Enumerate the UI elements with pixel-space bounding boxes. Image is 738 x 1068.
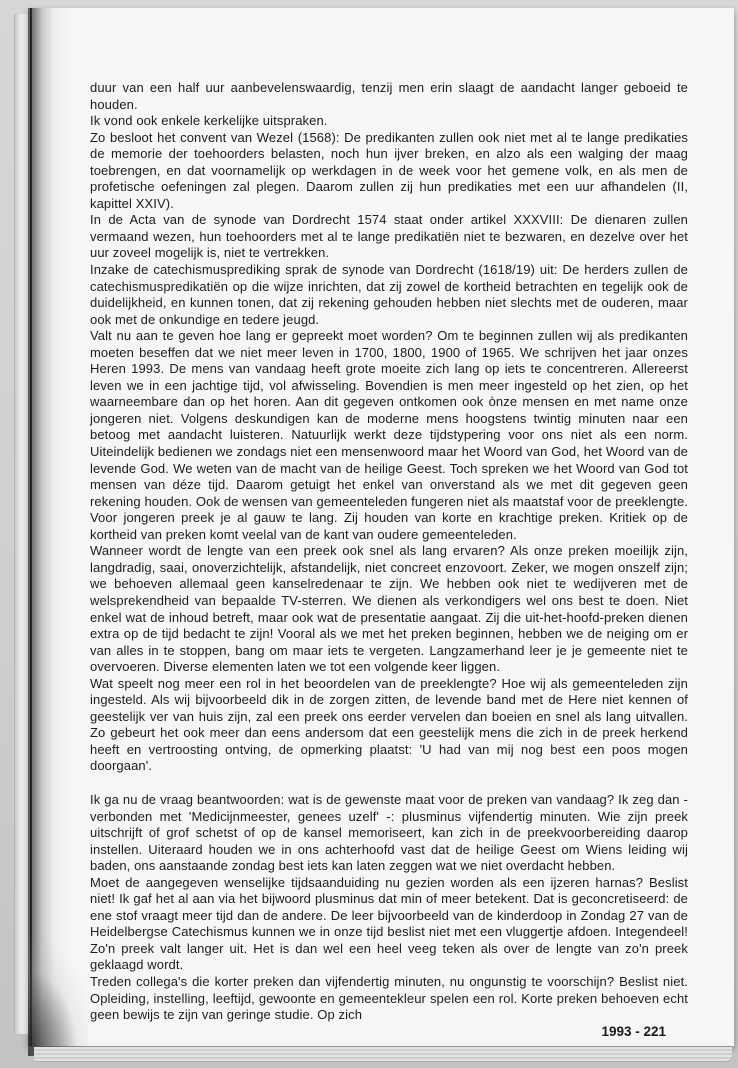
paragraph: Wat speelt nog meer een rol in het beoordelen van de preeklengte? Hoe wij als gemeenteleden zijn ingesteld. Als wij bijvoorbeeld dik in de zorgen zitten, de levende band met de Here niet kennen of geestelijk ver van huis zijn, zal een preek ons eerder vervelen dan boeien en snel als lang uitvallen. Zo gebeurt het ook meer dan eens andersom dat een geestelijk mens die zich in de preek herkend heeft en vertroosting ontving, de opmerking plaatst: 'U had van mij nog best een poos mogen doorgaan'. xyxy=(90,675,688,774)
paragraph: In de Acta van de synode van Dordrecht 1574 staat onder artikel XXXVIII: De dienaren zullen vermaand wezen, hun toehoorders met al te lange predikatiën niet te bezwaren, en dezelve over het uur zoveel mogelijk is, niet te vertrekken. xyxy=(90,212,688,261)
paragraph: Valt nu aan te geven hoe lang er gepreekt moet worden? Om te beginnen zullen wij als predikanten moeten beseffen dat we niet meer leven in 1700, 1800, 1900 of 1965. We schrijven het jaar onzes Heren 1993. De mens van vandaag heeft grote moeite zich lang op iets te concentreren. Allereerst leven we in een jachtige tijd, vol afwisseling. Bovendien is men meer ingesteld op het zien, op het waarneembare dan op het horen. Aan dit gegeven ontkomen ook ònze mensen en met name onze jongeren niet. Volgens deskundigen kan de moderne mens hoogstens twintig minuten naar een betoog met aandacht luisteren. Natuurlijk werkt deze tijdstypering voor ons niet als een norm. Uiteindelijk bedienen we zondags niet een mensenwoord maar het Woord van God, het Woord van de levende God. We weten van de macht van de heilige Geest. Toch spreken we het Woord van God tot mensen van déze tijd. Daarom getuigt het enkel van onverstand als we met dit gegeven geen rekening houden. Ook de wensen van gemeenteleden fungeren niet als maatstaf voor de preeklengte. Voor jongeren preek je al gauw te lang. Zij houden van korte en krachtige preken. Kritiek op de kortheid van preken komt veelal van de kant van oudere gemeenteleden. xyxy=(90,328,688,542)
book-gutter-shadow xyxy=(28,8,70,1046)
section-gap xyxy=(90,775,688,792)
paragraph: Zo besloot het convent van Wezel (1568): De predikanten zullen ook niet met al te lange predikaties de memorie der toehoorders belasten, noch hun ijver breken, en alzo als een walging der maag toebrengen, en dat voornamelijk op werkdagen in de week voor het gemene volk, en als men de profetische oefeningen zal plegen. Daarom zullen zij hun predikaties met een uur afhandelen (II, kapittel XXIV). xyxy=(90,129,688,211)
page-stack-bottom-edge xyxy=(34,1047,732,1062)
paragraph: Moet de aangegeven wenselijke tijdsaanduiding nu gezien worden als een ijzeren harnas? Beslist niet! Ik gaf het al aan via het bijwoord plusminus dat min of meer betekent. Dat is geconcretiseerd: de ene stof vraagt meer tijd dan de andere. De leer bijvoorbeeld van de kinderdoop in Zondag 27 van de Heidelbergse Catechismus kunnen we in onze tijd beslist niet met een vluggertje afdoen. Integendeel! Zo'n preek valt langer uit. Het is dan wel een heel veeg teken als over de lengte van zo'n preek geklaagd wordt. xyxy=(90,874,688,973)
book-gutter-line xyxy=(30,8,32,1046)
paragraph: Treden collega's die korter preken dan vijfendertig minuten, nu ongunstig te voorschijn? Beslist niet. Opleiding, instelling, leeftijd, gewoonte en gemeentekleur spelen een rol. Korte preken behoeven echt geen bewijs te zijn van geringe studie. Op zich xyxy=(90,973,688,1023)
page-bottom-curl-shadow xyxy=(28,936,88,1056)
paragraph: Wanneer wordt de lengte van een preek ook snel als lang ervaren? Als onze preken moeilijk zijn, langdradig, saai, onoverzichtelijk, afstandelijk, niet concreet enzovoort. Zeker, we mogen onszelf zijn; we behoeven allemaal geen kanselredenaar te zijn. We hebben ook niet te wedijveren met de welsprekendheid van bepaalde TV-sterren. We dienen als verkondigers wel ons best te doen. Niet enkel wat de inhoud betreft, maar ook wat de presentatie aangaat. Zij die uit-het-hoofd-preken dienen extra op de tijd bedacht te zijn! Vooral als we met het preken beginnen, hebben we de neiging om er van alles in te stoppen, bang om maar iets te vergeten. Langzamerhand leer je je gemeente niet te overvoeren. Diverse elementen laten we tot een volgende keer liggen. xyxy=(90,543,688,675)
page-stack-left-edge xyxy=(14,14,29,1034)
paragraph: Inzake de catechismusprediking sprak de synode van Dordrecht (1618/19) uit: De herders zullen de catechismuspredikatiën op die wijze inrichten, dat zij zowel de kortheid betrachten en tegelijk ook de duidelijkheid, en kunnen tonen, dat zij rekening gehouden hebben niet slechts met de ouderen, maar ook met de onkundige en tedere jeugd. xyxy=(90,262,688,327)
paragraph: duur van een half uur aanbevelenswaardig, tenzij men erin slaagt de aandacht langer geboeid te houden. xyxy=(90,80,688,112)
book-page xyxy=(28,8,734,1046)
paragraph: Ik vond ook enkele kerkelijke uitspraken. xyxy=(90,113,328,129)
paragraph: Ik ga nu de vraag beantwoorden: wat is de gewenste maat voor de preken van vandaag? Ik zeg dan - verbonden met 'Medicijnmeester, genees uzelf' -: plusminus vijfendertig minuten. Wie zijn preek uitschrijft of grof schetst of op de kansel memoriseert, kan zich in de preekvoorbereiding daarop instellen. Uiteraard houden we in ons achterhoofd vast dat de heilige Geest om Wiens leiding wij baden, ons aanstaande zondag best iets kan laten zeggen wat we niet overdacht hebben. xyxy=(90,791,688,874)
page-text-block xyxy=(90,80,688,1024)
page-number: 1993 - 221 xyxy=(601,1024,666,1039)
